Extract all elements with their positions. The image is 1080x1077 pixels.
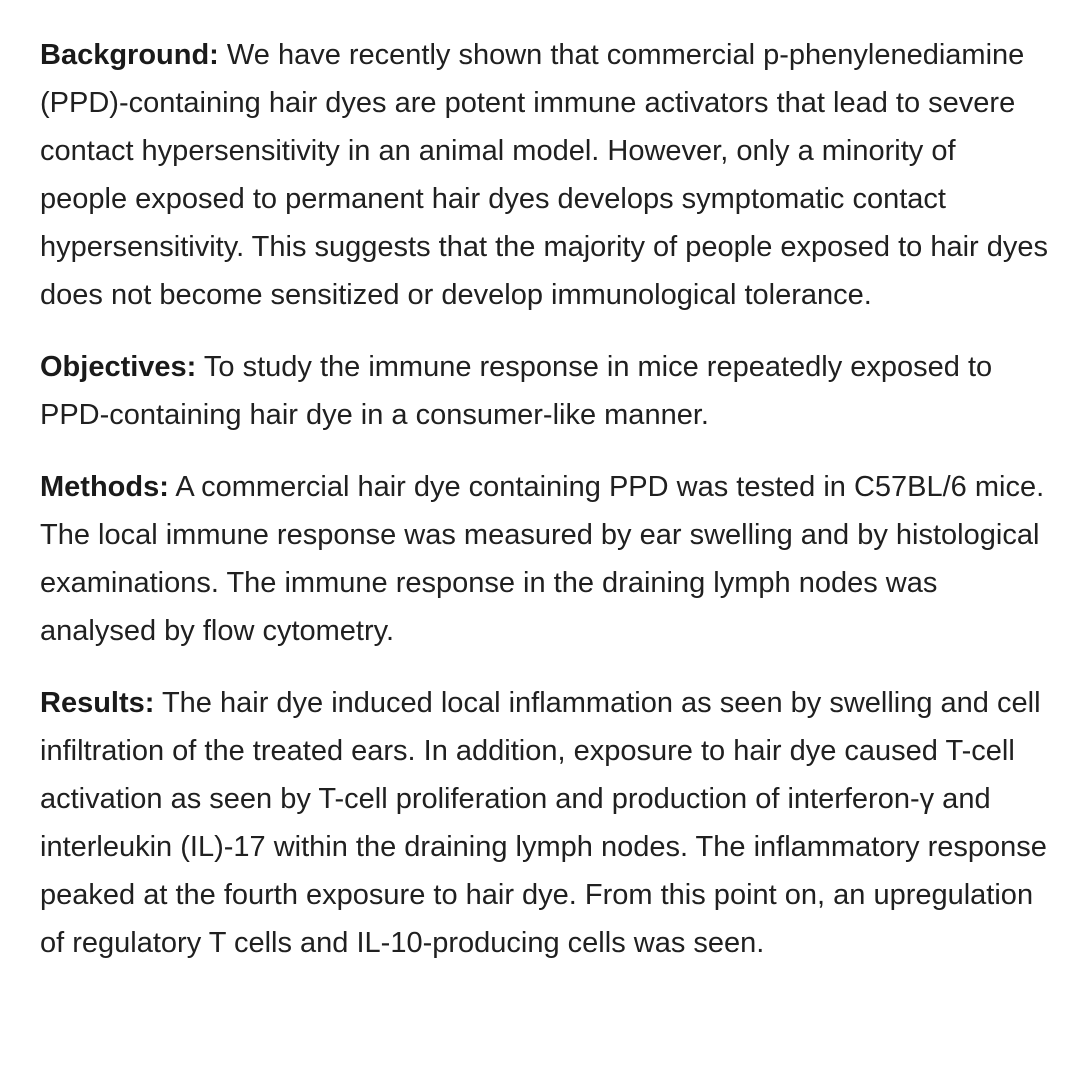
results-heading: Results: [40, 687, 155, 719]
results-section [40, 679, 1050, 967]
objectives-text: To study the immune response in mice repeatedly exposed to PPD-containing hair dye in a consumer-like manner. [40, 351, 993, 431]
methods-heading: Methods: [40, 471, 169, 503]
background-text: We have recently shown that commercial p-phenylenediamine (PPD)-containing hair dyes are potent immune activators that lead to severe contact hypersensitivity in an animal model. However, only a minority of people exposed to permanent hair dyes develops symptomatic contact hypersensitivity. This suggests that the majority of people exposed to hair dyes does not become sensitized or develop immunological tolerance. [40, 39, 1049, 311]
methods-text: A commercial hair dye containing PPD was tested in C57BL/6 mice. The local immune response was measured by ear swelling and by histological examinations. The immune response in the draining lymph nodes was analysed by flow cytometry. [40, 471, 1045, 647]
results-text: The hair dye induced local inflammation as seen by swelling and cell infiltration of the treated ears. In addition, exposure to hair dye caused T-cell activation as seen by T-cell proliferation and production of interferon-γ and interleukin (IL)-17 within the draining lymph nodes. The inflammatory response peaked at the fourth exposure to hair dye. From this point on, an upregulation of regulatory T cells and IL-10-producing cells was seen. [40, 687, 1047, 959]
objectives-section [40, 343, 1050, 439]
background-heading: Background: [40, 39, 219, 71]
methods-section [40, 463, 1050, 655]
objectives-heading: Objectives: [40, 351, 197, 383]
abstract-body [40, 31, 1050, 967]
background-section [40, 31, 1050, 319]
